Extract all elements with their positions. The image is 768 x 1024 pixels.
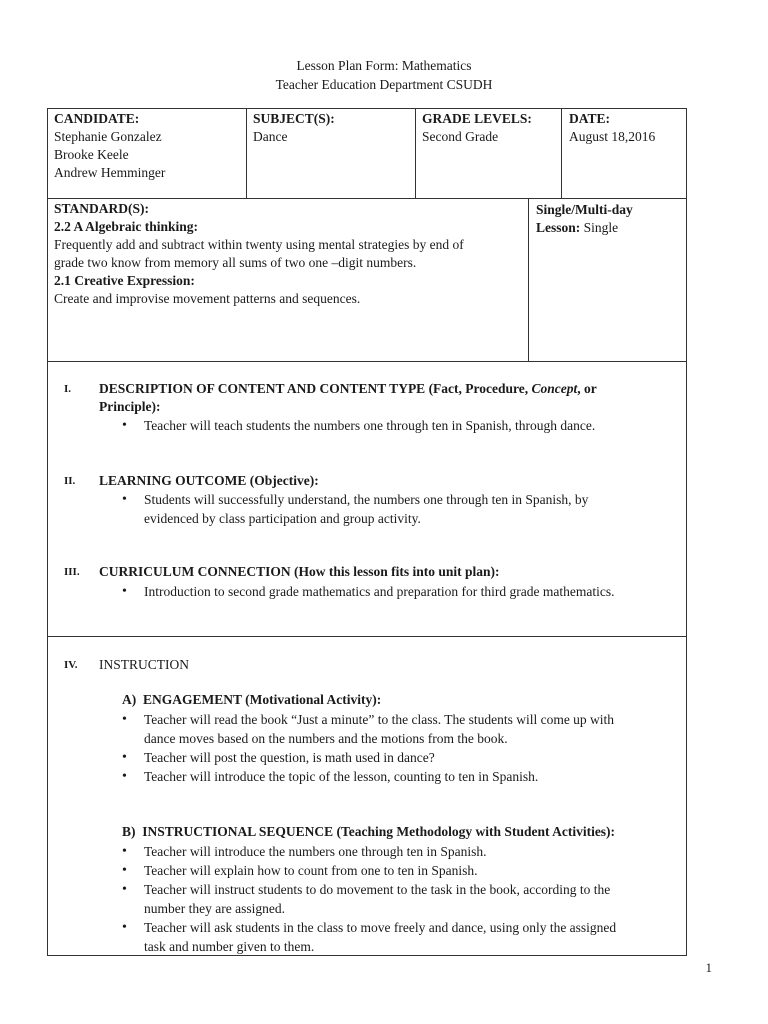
instructional-sequence-bullets (120, 842, 680, 956)
list-item: • Teacher will post the question, is math used in dance? (120, 748, 680, 767)
section-3-bullets (120, 582, 680, 601)
lesson-value: Single (583, 220, 619, 235)
standard-1-title: 2.2 A Algebraic thinking: (54, 219, 199, 234)
standard-2-title: 2.1 Creative Expression: (54, 273, 195, 288)
standards-divider (528, 198, 529, 362)
section-2-title: LEARNING OUTCOME (Objective): (99, 473, 319, 488)
instructional-sequence-heading: B) INSTRUCTIONAL SEQUENCE (Teaching Methodology with Student Activities): (122, 824, 616, 839)
list-item: • Teacher will explain how to count from one to ten in Spanish. (120, 861, 680, 880)
grade-value: Second Grade (422, 129, 499, 144)
list-item: • Introduction to second grade mathematics and preparation for third grade mathematics. (120, 582, 680, 601)
section-1-bullets (120, 416, 680, 435)
date-value: August 18,2016 (569, 129, 656, 144)
section-2-number: II. (64, 475, 76, 487)
section-1-number: I. (64, 383, 72, 395)
department-title: Teacher Education Department CSUDH (275, 77, 493, 92)
list-item: • Teacher will instruct students to do movement to the task in the book, according to the number they are assigned. (120, 880, 680, 918)
date-label: DATE: (569, 111, 611, 126)
list-item: • Teacher will ask students in the class to move freely and dance, using only the assigned task and number given to them. (120, 918, 680, 956)
section-3-number: III. (64, 566, 80, 578)
multi-day-label: Single/Multi-day (536, 202, 633, 217)
standards-label: STANDARD(S): (54, 201, 150, 216)
page-number: 1 (705, 960, 712, 975)
candidate-name-3: Andrew Hemminger (54, 165, 166, 180)
info-divider-1 (246, 108, 247, 199)
standard-1-text-line1: Frequently add and subtract within twenty using mental strategies by end of (54, 237, 464, 252)
lesson-label: Lesson: (536, 220, 581, 235)
info-divider-2 (415, 108, 416, 199)
info-divider-3 (561, 108, 562, 199)
candidate-name-1: Stephanie Gonzalez (54, 129, 162, 144)
candidate-name-2: Brooke Keele (54, 147, 129, 162)
list-item: • Students will successfully understand, the numbers one through ten in Spanish, by evidenced by class participation and group activity. (120, 490, 680, 528)
subject-label: SUBJECT(S): (253, 111, 335, 126)
section-1-title: DESCRIPTION OF CONTENT AND CONTENT TYPE (Fact, Procedure, Concept, or (99, 381, 597, 396)
instruction-title: INSTRUCTION (99, 657, 189, 672)
section-3-title: CURRICULUM CONNECTION (How this lesson fits into unit plan): (99, 564, 500, 579)
list-item: • Teacher will read the book “Just a minute” to the class. The students will come up with dance moves based on the numbers and the motions from the book. (120, 710, 680, 748)
list-item: • Teacher will introduce the topic of the lesson, counting to ten in Spanish. (120, 767, 680, 786)
instruction-number: IV. (64, 659, 78, 671)
candidate-label: CANDIDATE: (54, 111, 140, 126)
list-item: • Teacher will teach students the numbers one through ten in Spanish, through dance. (120, 416, 680, 435)
subject-value: Dance (253, 129, 288, 144)
list-item: • Teacher will introduce the numbers one through ten in Spanish. (120, 842, 680, 861)
engagement-heading: A) ENGAGEMENT (Motivational Activity): (122, 692, 382, 707)
grade-label: GRADE LEVELS: (422, 111, 532, 126)
standard-2-text: Create and improvise movement patterns and sequences. (54, 291, 361, 306)
engagement-bullets (120, 710, 680, 786)
standard-1-text-line2: grade two know from memory all sums of two one –digit numbers. (54, 255, 417, 270)
lesson-type (536, 219, 618, 237)
section-2-bullets (120, 490, 680, 528)
form-title: Lesson Plan Form: Mathematics (296, 58, 472, 73)
